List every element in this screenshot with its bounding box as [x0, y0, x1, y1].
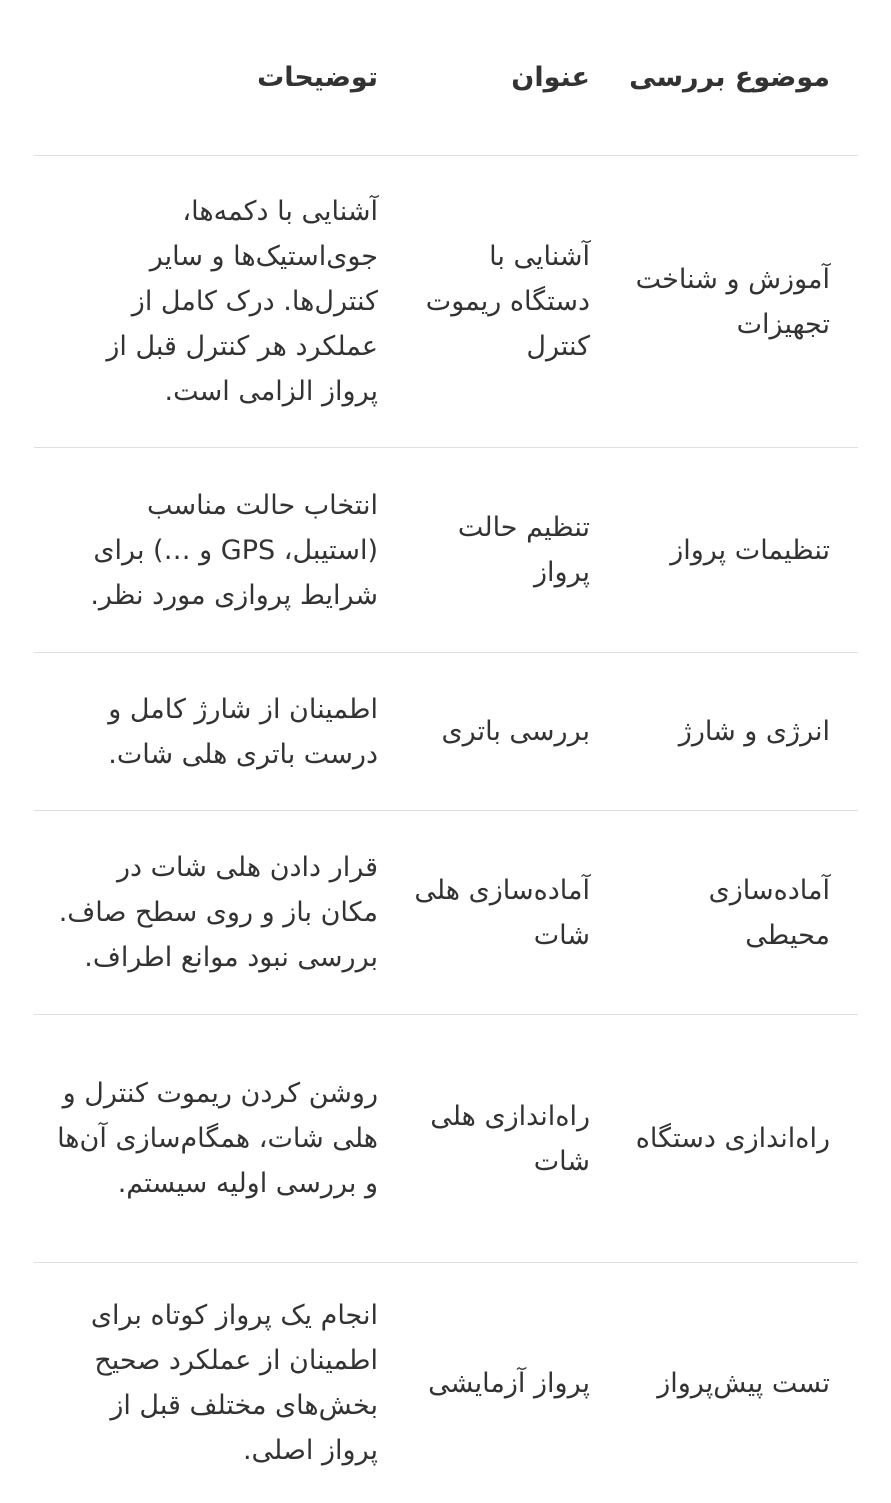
cell-description: قرار دادن هلی شات در مکان باز و روی سطح صاف. بررسی نبود موانع اطراف. [34, 811, 406, 1015]
table-row [34, 1015, 858, 1263]
table-header-row [34, 0, 858, 156]
table-row [34, 448, 858, 653]
preflight-checklist-table [34, 0, 858, 1503]
table-row [34, 156, 858, 448]
table-row [34, 811, 858, 1015]
cell-topic: تست پیش‌پرواز [618, 1263, 858, 1503]
table-row [34, 1263, 858, 1503]
header-topic: موضوع بررسی [618, 0, 858, 156]
cell-title: آماده‌سازی هلی شات [406, 811, 618, 1015]
cell-description: انتخاب حالت مناسب (استیبل، GPS و …) برای شرایط پروازی مورد نظر. [34, 448, 406, 653]
cell-description: انجام یک پرواز کوتاه برای اطمینان از عملکرد صحیح بخش‌های مختلف قبل از پرواز اصلی. [34, 1263, 406, 1503]
cell-topic: تنظیمات پرواز [618, 448, 858, 653]
cell-topic: آماده‌سازی محیطی [618, 811, 858, 1015]
cell-description: اطمینان از شارژ کامل و درست باتری هلی شات. [34, 653, 406, 811]
cell-title: بررسی باتری [406, 653, 618, 811]
cell-title: آشنایی با دستگاه ریموت کنترل [406, 156, 618, 448]
header-title: عنوان [406, 0, 618, 156]
cell-description: روشن کردن ریموت کنترل و هلی شات، همگام‌سازی آن‌ها و بررسی اولیه سیستم. [34, 1015, 406, 1263]
checklist-table-container [34, 0, 858, 1503]
cell-topic: آموزش و شناخت تجهیزات [618, 156, 858, 448]
cell-title: راه‌اندازی هلی شات [406, 1015, 618, 1263]
cell-description: آشنایی با دکمه‌ها، جوی‌استیک‌ها و سایر کنترل‌ها. درک کامل از عملکرد هر کنترل قبل از پرواز الزامی است. [34, 156, 406, 448]
cell-topic: راه‌اندازی دستگاه [618, 1015, 858, 1263]
table-row [34, 653, 858, 811]
cell-title: پرواز آزمایشی [406, 1263, 618, 1503]
cell-topic: انرژی و شارژ [618, 653, 858, 811]
cell-title: تنظیم حالت پرواز [406, 448, 618, 653]
header-description: توضیحات [34, 0, 406, 156]
